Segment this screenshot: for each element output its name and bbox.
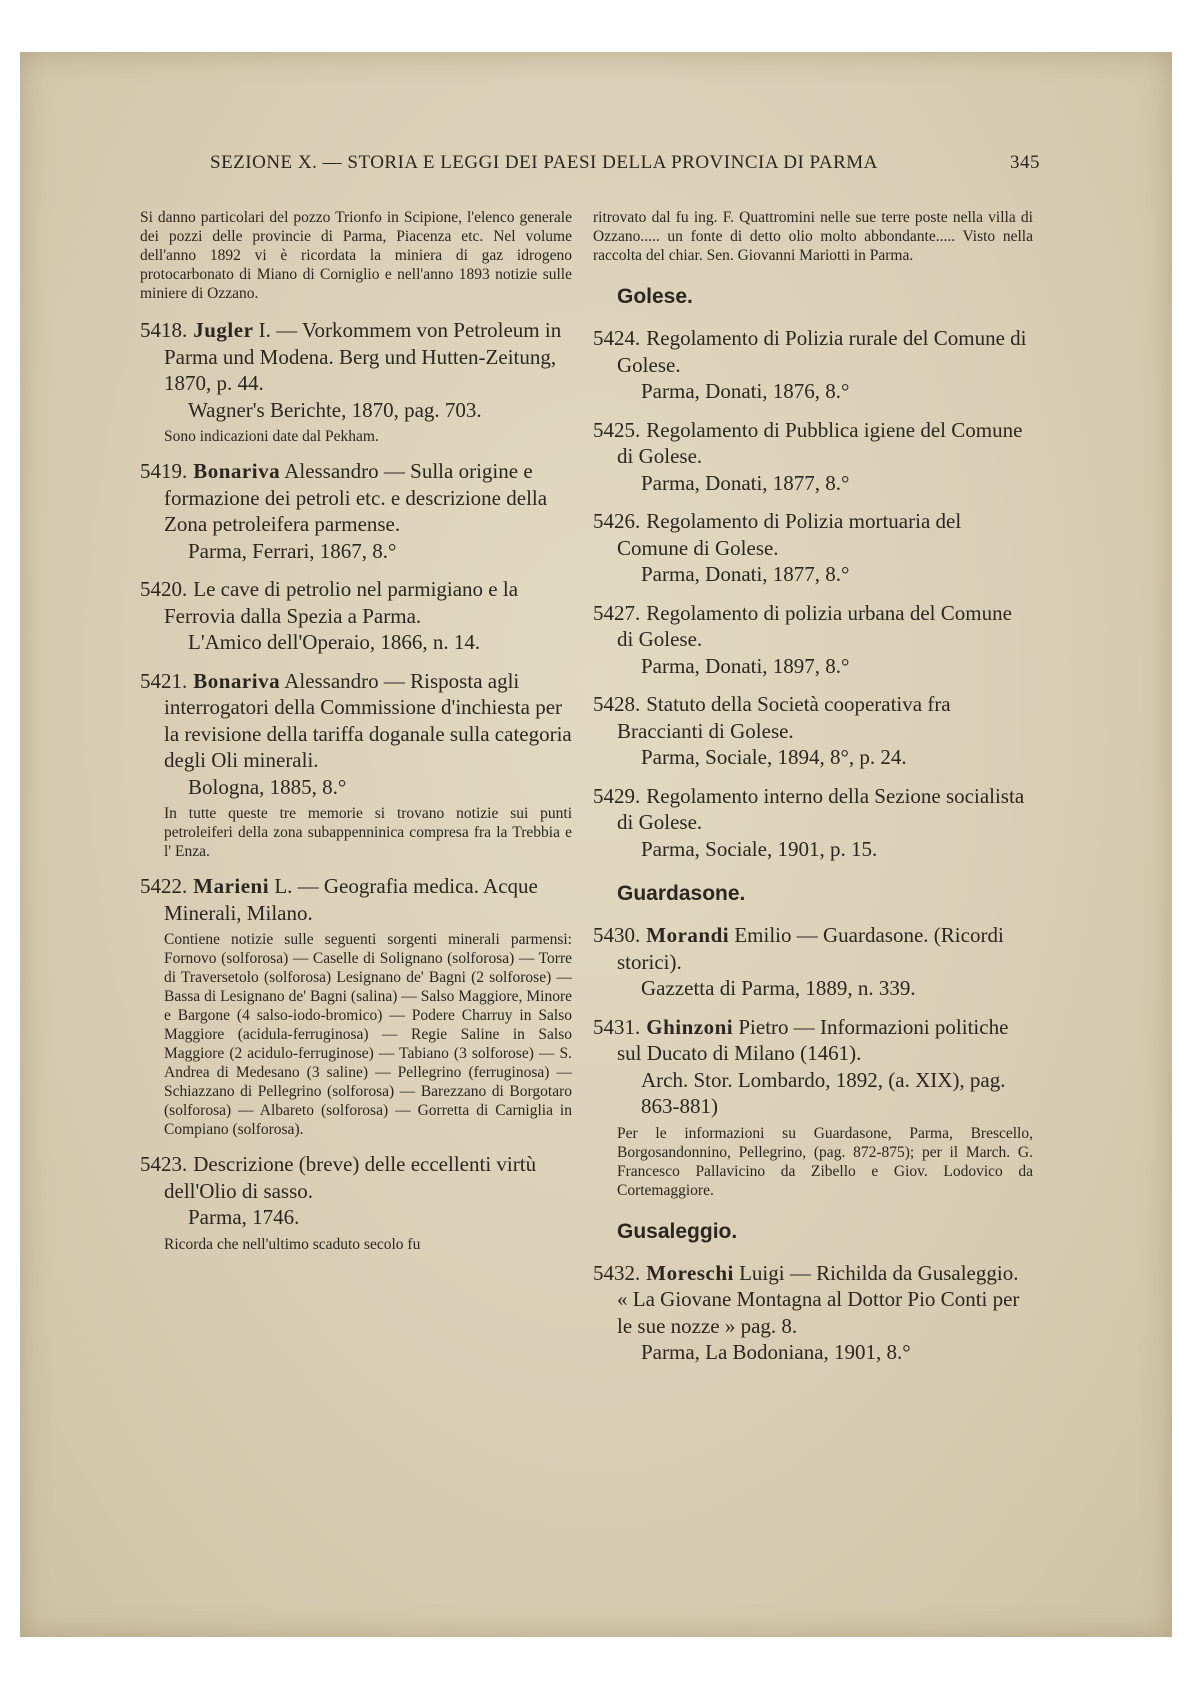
entry-note: Per le informazioni su Guardasone, Parma, Brescello, Borgosandonnino, Pellegrino, (pag. 872-875); per il March. G. Francesco Pallavicino da Zibello e Giov. Lodovico da Cortemaggiore. [617,1124,1033,1199]
entry-title: Regolamento di Pubblica igiene del Comune di Golese. [617,417,1023,468]
bibliography-entry [593,783,1033,863]
entry-title-line [140,576,572,629]
entry-title: Le cave di petrolio nel parmigiano e la Ferrovia dalla Spezia a Parma. [164,577,519,628]
entry-title: Regolamento di Polizia mortuaria del Comune di Golese. [617,509,962,560]
entry-imprint: Parma, Donati, 1876, 8.° [641,379,850,403]
running-title: SEZIONE X. — STORIA E LEGGI DEI PAESI DELLA PROVINCIA DI PARMA [210,152,878,173]
entry-number: 5427. [593,600,641,625]
entry-number: 5430. [593,923,641,947]
entry-title: Alessandro — Sulla origine e formazione dei petroli etc. e descrizione della Zona petroleifera parmense. [164,459,548,536]
entry-title-line [593,922,1033,975]
bibliography-entry [593,325,1033,405]
entry-title: Statuto della Società cooperativa fra Braccianti di Golese. [617,692,951,743]
entry-imprint: Parma, Sociale, 1901, p. 15. [641,836,878,861]
entry-title-line [593,508,1033,561]
bibliography-entry [593,600,1033,680]
entry-imprint: Bologna, 1885, 8.° [188,774,347,799]
entry-imprint: Parma, 1746. [188,1205,300,1229]
entry-title-line [140,1151,572,1204]
entry-title: L. — Geografia medica. Acque Minerali, Milano. [164,874,538,925]
entry-title-line [593,1014,1033,1067]
entry-title-line [593,325,1033,378]
continuation-note: ritrovato dal fu ing. F. Quattromini nelle sue terre poste nella villa di Ozzano..... un fonte di detto olio molto abbondante..... Visto nella raccolta del chiar. Sen. Giovanni Mariotti in Parma. [593,209,1033,264]
entry-title: Emilio — Guardasone. (Ricordi storici). [617,923,1004,974]
entry-number: 5428. [593,692,641,716]
entry-title-line [593,417,1033,470]
bibliography-entry [140,576,572,656]
bibliography-entry [593,922,1033,1002]
entry-imprint: Gazzetta di Parma, 1889, n. 339. [641,976,916,1000]
section-heading: Gusaleggio. [617,1219,738,1243]
entry-number: 5432. [593,1260,641,1285]
entry-note: Ricorda che nell'ultimo scaduto secolo fu [164,1235,421,1253]
entry-author: Bonariva [193,459,281,483]
intro-note: Si danno particolari del pozzo Trionfo in Scipione, l'elenco generale dei pozzi delle provincie di Parma, Piacenza etc. Nel volume dell'anno 1892 vi è ricordata la miniera di gaz idrogeno protocarbonato di Miano di Corniglio e nell'anno 1893 notizie sulle miniere di Ozzano. [140,209,572,302]
entry-author: Jugler [193,318,254,342]
entry-imprint: Parma, Ferrari, 1867, 8.° [188,538,397,563]
entry-number: 5419. [140,459,188,483]
page-header [210,152,1040,182]
entry-imprint: Parma, Sociale, 1894, 8°, p. 24. [641,745,907,769]
entry-imprint: Parma, Donati, 1877, 8.° [641,470,850,495]
entry-imprint: Wagner's Berichte, 1870, pag. 703. [188,397,482,422]
entry-title-line [140,458,572,538]
entry-number: 5420. [140,577,188,601]
bibliography-entry [140,668,572,862]
entry-note: In tutte queste tre memorie si trovano notizie sui punti petroleiferi della zona subappenninica compresa fra la Trebbia e l' Enza. [164,805,572,860]
section-heading: Golese. [617,285,693,308]
entry-title: Regolamento di polizia urbana del Comune di Golese. [617,600,1012,651]
entry-number: 5431. [593,1014,641,1039]
entry-author: Ghinzoni [646,1014,734,1039]
entry-author: Moreschi [646,1260,734,1285]
section-heading: Guardasone. [617,882,746,905]
left-column [140,208,572,1266]
entry-title-line [593,1260,1033,1340]
right-column [593,208,1033,1378]
bibliography-entry [593,691,1033,771]
bibliography-entry [140,873,572,1139]
entry-author: Bonariva [193,668,281,693]
entry-title: Regolamento interno della Sezione socialista di Golese. [617,783,1025,834]
entry-number: 5418. [140,318,188,342]
entry-imprint: Parma, La Bodoniana, 1901, 8.° [641,1340,911,1364]
bibliography-entry [593,1260,1033,1366]
entry-author: Morandi [646,923,730,947]
entry-number: 5429. [593,783,641,808]
entry-title: Luigi — Richilda da Gusaleggio. « La Giovane Montagna al Dottor Pio Conti per le sue nozze » pag. 8. [617,1260,1020,1338]
bibliography-entry [593,1014,1033,1200]
entry-number: 5425. [593,417,641,442]
entry-title: Descrizione (breve) delle eccellenti virtù dell'Olio di sasso. [164,1152,537,1203]
entry-title: I. — Vorkommem von Petroleum in Parma und Modena. Berg und Hutten-Zeitung, 1870, p. 44. [164,318,562,395]
bibliography-entry [140,317,572,446]
entry-title-line [593,691,1033,744]
entry-number: 5423. [140,1152,188,1176]
entry-note: Contiene notizie sulle seguenti sorgenti minerali parmensi: Fornovo (solforosa) — Caselle di Solignano (solforosa) — Torre di Traversetolo (solforosa) Lesignano de' Bagni (2 solforose) — Bassa di Lesignano de' Bagni (salina) — Salso Maggiore, Minore e Bargone (4 salso-iodo-bromico) — Podere Charruy in Salso Maggiore (acidula-ferruginosa) — Regie Saline in Salso Maggiore (2 acidulo-ferruginose) — Tabiano (3 solforose) — S. Andrea di Medesano (3 saline) — Pellegrino (ferruginosa) — Schiazzano di Pellegrino (solforosa) — Barezzano di Borgotaro (solforosa) — Albareto (solforosa) — Gorretta di Carniglia in Compiano (solforosa). [164,931,572,1138]
entry-title-line [140,668,572,774]
bibliography-entry [593,508,1033,588]
entry-number: 5424. [593,326,641,350]
entry-title-line [593,600,1033,653]
bibliography-entry [140,458,572,564]
entry-author: Marieni [193,874,270,898]
entry-note: Sono indicazioni date dal Pekham. [164,428,379,445]
entry-title-line [140,317,572,397]
entry-title-line [593,783,1033,836]
entry-imprint: Arch. Stor. Lombardo, 1892, (a. XIX), pag. 863-881) [641,1067,1006,1118]
entry-number: 5421. [140,668,188,693]
entry-imprint: Parma, Donati, 1897, 8.° [641,653,850,678]
entry-title: Alessandro — Risposta agli interrogatori della Commissione d'inchiesta per la revisione della tariffa doganale sulla categoria degli Oli minerali. [164,668,572,772]
entry-title: Regolamento di Polizia rurale del Comune di Golese. [617,326,1027,377]
entry-number: 5422. [140,874,188,898]
entry-title: Pietro — Informazioni politiche sul Ducato di Milano (1461). [617,1014,1009,1065]
bibliography-entry [593,417,1033,497]
entry-title-line [140,873,572,926]
page-number: 345 [1010,152,1040,173]
entry-number: 5426. [593,509,641,533]
bibliography-entry [140,1151,572,1254]
entry-imprint: L'Amico dell'Operaio, 1866, n. 14. [188,630,481,654]
entry-imprint: Parma, Donati, 1877, 8.° [641,562,850,586]
